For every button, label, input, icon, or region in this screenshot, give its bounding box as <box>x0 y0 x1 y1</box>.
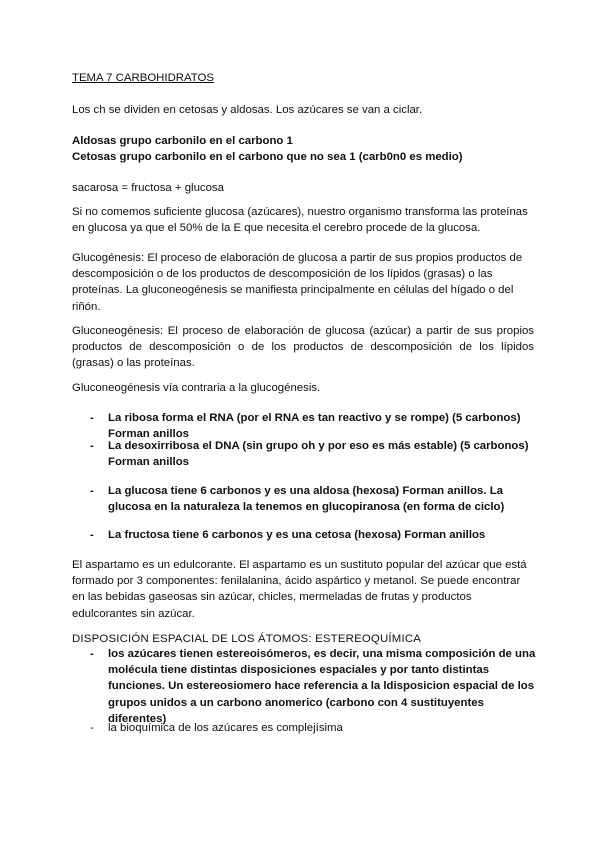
list-item-text: la bioquímica de los azúcares es complejísima <box>108 722 343 734</box>
cetosas-line: Cetosas grupo carbonilo en el carbono que no sea 1 (carb0n0 es medio) <box>72 151 463 163</box>
document-title: TEMA 7 CARBOHIDRATOS <box>72 72 214 84</box>
proteins-paragraph: Si no comemos suficiente glucosa (azúcares), nuestro organismo transforma las proteínas en glucosa ya que el 50% de la E que necesita el cerebro procede de la glucosa. <box>72 206 528 235</box>
aldosas-line: Aldosas grupo carbonilo en el carbono 1 <box>72 135 293 147</box>
sacarosa-formula: sacarosa = fructosa + glucosa <box>72 182 224 194</box>
contraria-paragraph: Gluconeogénesis vía contraria a la glucogénesis. <box>72 382 321 394</box>
aspartamo-paragraph: El aspartamo es un edulcorante. El aspartamo es un sustituto popular del azúcar que está formado por 3 componentes: fenilalanina, ácido aspártico y metanol. Se puede encontrar en las bebidas gaseosas sin azúcar, chicles, mermeladas de frutas y productos edulcorantes sin azúcar. <box>72 559 527 620</box>
list-dash: - <box>90 529 94 541</box>
gluconeogenesis-paragraph: Gluconeogénesis: El proceso de elaboración de glucosa (azúcar) a partir de sus propios productos de descomposición o de los productos de descomposición de los lípidos (grasas) o las proteínas. <box>72 325 534 370</box>
list-dash: - <box>90 485 94 497</box>
section-heading: DISPOSICIÓN ESPACIAL DE LOS ÁTOMOS: ESTEREOQUÍMICA <box>72 633 422 645</box>
list-item-text: La glucosa tiene 6 carbonos y es una aldosa (hexosa) Forman anillos. La glucosa en la naturaleza la tenemos en glucopiranosa (en forma de ciclo) <box>108 485 505 514</box>
intro-paragraph: Los ch se dividen en cetosas y aldosas. Los azúcares se van a ciclar. <box>72 104 423 116</box>
list-item-text: los azúcares tienen estereoisómeros, es decir, una misma composición de una molécula tiene distintas disposiciones espaciales y por tanto distintas funciones. Un estereosiomero hace referencia a la ldisposicion espacial de los grupos unidos a un carbono anomerico (carbono con 4 sustituyentes diferentes) <box>108 648 536 725</box>
glucogenesis-paragraph: Glucogénesis: El proceso de elaboración de glucosa a partir de sus propios productos de descomposición o de los productos de descomposición de los lípidos (grasas) o las proteínas. La gluconeogénesis se manifiesta principalmente en células del hígado o del riñón. <box>72 252 523 313</box>
list-item-text: La desoxirribosa el DNA (sin grupo oh y por eso es más estable) (5 carbonos) Forman anillos <box>108 440 529 469</box>
list-dash: - <box>90 412 94 424</box>
list-dash: - <box>90 648 94 660</box>
list-dash: - <box>90 440 94 452</box>
list-item-text: La fructosa tiene 6 carbonos y es una cetosa (hexosa) Forman anillos <box>108 529 486 541</box>
list-dash: - <box>90 722 94 734</box>
list-item-text: La ribosa forma el RNA (por el RNA es tan reactivo y se rompe) (5 carbonos) Forman anillos <box>108 412 521 441</box>
